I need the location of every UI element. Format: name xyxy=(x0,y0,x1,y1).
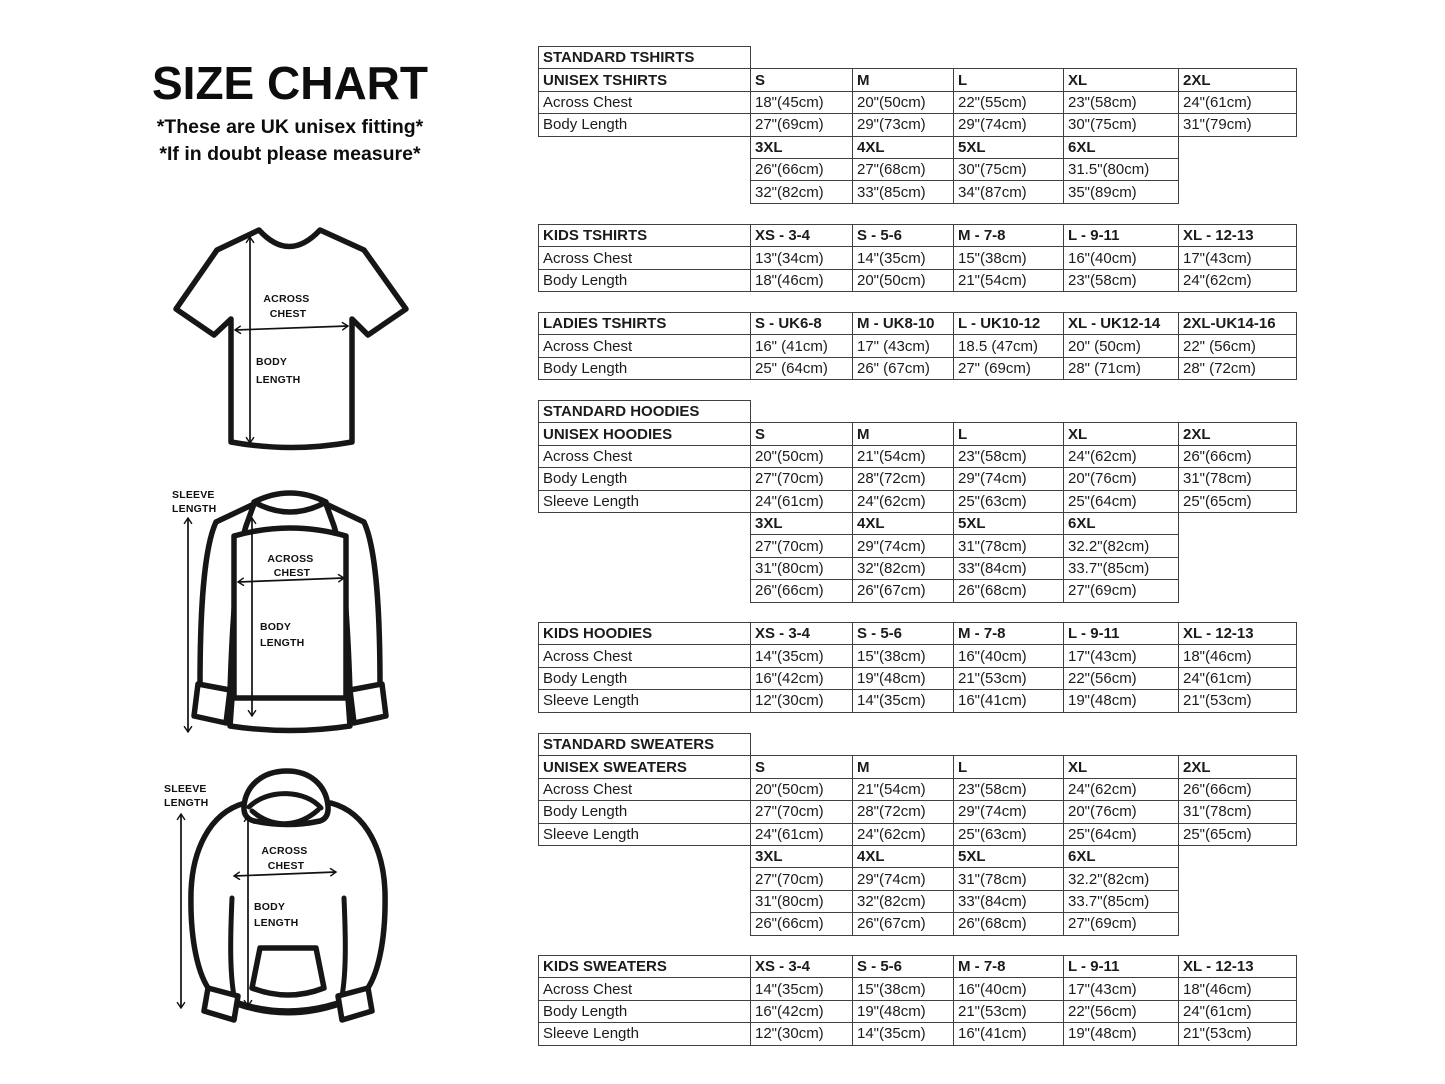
size-header-cell: M xyxy=(853,423,954,445)
value-cell: 16"(42cm) xyxy=(751,1000,853,1022)
size-header-cell: XL xyxy=(1064,756,1179,778)
value-cell: 16"(41cm) xyxy=(954,1023,1064,1045)
spacer-cell xyxy=(539,890,751,912)
value-cell: 25"(65cm) xyxy=(1179,490,1297,512)
value-cell: 16"(42cm) xyxy=(751,667,853,689)
value-cell: 26"(66cm) xyxy=(751,913,853,935)
body-length-label: BODY LENGTH xyxy=(254,901,299,929)
value-cell: 19"(48cm) xyxy=(853,667,954,689)
value-cell: 31.5"(80cm) xyxy=(1064,158,1179,180)
value-cell: 16"(41cm) xyxy=(954,690,1064,712)
value-cell: 18"(46cm) xyxy=(1179,978,1297,1000)
size-header-cell: 4XL xyxy=(853,845,954,867)
spacer-cell xyxy=(1064,47,1179,69)
value-cell: 27"(70cm) xyxy=(751,535,853,557)
size-header-cell: XL - 12-13 xyxy=(1179,225,1297,247)
sweatshirt-collar xyxy=(254,493,326,512)
size-header-cell: XS - 3-4 xyxy=(751,623,853,645)
sweatshirt-drawing-icon xyxy=(148,478,398,748)
table-name-cell: UNISEX SWEATERS xyxy=(539,756,751,778)
value-cell: 22" (56cm) xyxy=(1179,335,1297,357)
spacer-cell xyxy=(539,535,751,557)
row-label-cell: Across Chest xyxy=(539,778,751,800)
spacer-cell xyxy=(1179,868,1297,890)
value-cell: 17"(43cm) xyxy=(1064,645,1179,667)
value-cell: 21"(53cm) xyxy=(1179,1023,1297,1045)
value-cell: 26"(67cm) xyxy=(853,580,954,602)
size-header-cell: XL xyxy=(1064,423,1179,445)
value-cell: 13"(34cm) xyxy=(751,247,853,269)
size-header-cell: S xyxy=(751,423,853,445)
value-cell: 27"(70cm) xyxy=(751,801,853,823)
size-header-cell: 2XL-UK14-16 xyxy=(1179,313,1297,335)
spacer-cell xyxy=(1064,734,1179,756)
value-cell: 29"(74cm) xyxy=(954,114,1064,136)
value-cell: 28"(72cm) xyxy=(853,468,954,490)
value-cell: 20"(50cm) xyxy=(853,91,954,113)
value-cell: 27"(69cm) xyxy=(1064,580,1179,602)
value-cell: 23"(58cm) xyxy=(954,445,1064,467)
spacer-cell xyxy=(539,868,751,890)
size-header-cell: M - 7-8 xyxy=(954,956,1064,978)
row-label-cell: Sleeve Length xyxy=(539,490,751,512)
size-header-cell: S xyxy=(751,756,853,778)
row-label-cell: Across Chest xyxy=(539,335,751,357)
size-header-cell: M - 7-8 xyxy=(954,225,1064,247)
row-label-cell: Body Length xyxy=(539,269,751,291)
spacer-cell xyxy=(1179,181,1297,203)
value-cell: 24"(61cm) xyxy=(1179,1000,1297,1022)
value-cell: 30"(75cm) xyxy=(1064,114,1179,136)
spacer-cell xyxy=(954,47,1064,69)
size-header-cell: S xyxy=(751,69,853,91)
hoodie-drawing-icon xyxy=(148,758,428,1058)
size-header-cell: 2XL xyxy=(1179,756,1297,778)
size-header-cell: S - 5-6 xyxy=(853,225,954,247)
value-cell: 27"(68cm) xyxy=(853,158,954,180)
value-cell: 28"(72cm) xyxy=(853,801,954,823)
size-header-cell: 2XL xyxy=(1179,69,1297,91)
size-header-cell: S - 5-6 xyxy=(853,623,954,645)
value-cell: 30"(75cm) xyxy=(954,158,1064,180)
row-label-cell: Body Length xyxy=(539,667,751,689)
table-standard-sweaters xyxy=(538,733,1297,936)
value-cell: 24"(62cm) xyxy=(853,823,954,845)
size-header-cell: XL - 12-13 xyxy=(1179,956,1297,978)
spacer-cell xyxy=(1179,47,1297,69)
value-cell: 18"(46cm) xyxy=(751,269,853,291)
value-cell: 20"(50cm) xyxy=(853,269,954,291)
value-cell: 14"(35cm) xyxy=(853,690,954,712)
value-cell: 15"(38cm) xyxy=(853,645,954,667)
table-title-cell: STANDARD TSHIRTS xyxy=(539,47,751,69)
table-name-cell: KIDS HOODIES xyxy=(539,623,751,645)
table-name-cell: UNISEX HOODIES xyxy=(539,423,751,445)
value-cell: 32"(82cm) xyxy=(853,890,954,912)
value-cell: 32.2"(82cm) xyxy=(1064,868,1179,890)
spacer-cell xyxy=(954,401,1064,423)
tshirt-outline-icon xyxy=(176,230,406,448)
spacer-cell xyxy=(1179,535,1297,557)
value-cell: 33.7"(85cm) xyxy=(1064,557,1179,579)
size-header-cell: 4XL xyxy=(853,512,954,534)
value-cell: 19"(48cm) xyxy=(1064,690,1179,712)
subtitle-line-1: *These are UK unisex fitting* xyxy=(156,116,424,138)
value-cell: 19"(48cm) xyxy=(853,1000,954,1022)
value-cell: 16"(40cm) xyxy=(1064,247,1179,269)
hoodie-pocket xyxy=(252,948,324,995)
spacer-cell xyxy=(1179,734,1297,756)
value-cell: 26"(66cm) xyxy=(1179,778,1297,800)
value-cell: 24"(62cm) xyxy=(853,490,954,512)
spacer-cell xyxy=(954,734,1064,756)
value-cell: 29"(74cm) xyxy=(954,801,1064,823)
size-header-cell: XL - 12-13 xyxy=(1179,623,1297,645)
spacer-cell xyxy=(539,158,751,180)
value-cell: 14"(35cm) xyxy=(853,1023,954,1045)
size-header-cell: 3XL xyxy=(751,136,853,158)
value-cell: 21"(54cm) xyxy=(853,445,954,467)
size-header-cell: M - UK8-10 xyxy=(853,313,954,335)
value-cell: 25"(63cm) xyxy=(954,490,1064,512)
value-cell: 27"(70cm) xyxy=(751,868,853,890)
ladies-tshirts-grid xyxy=(538,312,1297,380)
row-label-cell: Sleeve Length xyxy=(539,690,751,712)
value-cell: 21"(53cm) xyxy=(1179,690,1297,712)
standard-sweaters-grid xyxy=(538,733,1297,936)
value-cell: 20"(50cm) xyxy=(751,445,853,467)
size-header-cell: 2XL xyxy=(1179,423,1297,445)
value-cell: 21"(54cm) xyxy=(853,778,954,800)
size-header-cell: XL - UK12-14 xyxy=(1064,313,1179,335)
value-cell: 26"(68cm) xyxy=(954,913,1064,935)
table-title-cell: STANDARD HOODIES xyxy=(539,401,751,423)
across-chest-label: ACROSS CHEST xyxy=(267,553,314,579)
value-cell: 22"(56cm) xyxy=(1064,667,1179,689)
value-cell: 29"(74cm) xyxy=(853,868,954,890)
size-header-cell: 5XL xyxy=(954,136,1064,158)
spacer-cell xyxy=(751,47,853,69)
value-cell: 26" (67cm) xyxy=(853,357,954,379)
body-length-label: BODY LENGTH xyxy=(256,356,301,386)
value-cell: 26"(66cm) xyxy=(751,580,853,602)
size-header-cell: XS - 3-4 xyxy=(751,956,853,978)
header xyxy=(100,58,480,168)
row-label-cell: Sleeve Length xyxy=(539,1023,751,1045)
spacer-cell xyxy=(539,580,751,602)
standard-hoodies-grid xyxy=(538,400,1297,603)
value-cell: 12"(30cm) xyxy=(751,690,853,712)
spacer-cell xyxy=(539,913,751,935)
value-cell: 26"(68cm) xyxy=(954,580,1064,602)
value-cell: 16"(40cm) xyxy=(954,645,1064,667)
value-cell: 23"(58cm) xyxy=(1064,269,1179,291)
value-cell: 31"(79cm) xyxy=(1179,114,1297,136)
size-header-cell: M xyxy=(853,69,954,91)
table-name-cell: LADIES TSHIRTS xyxy=(539,313,751,335)
tshirt-drawing-icon xyxy=(158,213,423,463)
value-cell: 17" (43cm) xyxy=(853,335,954,357)
table-kids-tshirts xyxy=(538,224,1297,292)
value-cell: 31"(78cm) xyxy=(1179,468,1297,490)
value-cell: 25"(63cm) xyxy=(954,823,1064,845)
value-cell: 27"(69cm) xyxy=(1064,913,1179,935)
value-cell: 28" (71cm) xyxy=(1064,357,1179,379)
value-cell: 31"(78cm) xyxy=(954,535,1064,557)
size-header-cell: S - 5-6 xyxy=(853,956,954,978)
value-cell: 32"(82cm) xyxy=(751,181,853,203)
value-cell: 20"(76cm) xyxy=(1064,801,1179,823)
value-cell: 20"(50cm) xyxy=(751,778,853,800)
body-length-label: BODY LENGTH xyxy=(260,621,305,649)
subtitle-line-2: *If in doubt please measure* xyxy=(159,143,421,165)
value-cell: 18.5 (47cm) xyxy=(954,335,1064,357)
value-cell: 24"(62cm) xyxy=(1064,445,1179,467)
across-chest-label: ACROSS CHEST xyxy=(263,293,310,320)
size-header-cell: 6XL xyxy=(1064,136,1179,158)
kids-hoodies-grid xyxy=(538,622,1297,713)
size-header-cell: L - 9-11 xyxy=(1064,956,1179,978)
spacer-cell xyxy=(853,401,954,423)
value-cell: 24"(62cm) xyxy=(1179,269,1297,291)
row-label-cell: Body Length xyxy=(539,114,751,136)
value-cell: 20"(76cm) xyxy=(1064,468,1179,490)
spacer-cell xyxy=(539,136,751,158)
value-cell: 27"(69cm) xyxy=(751,114,853,136)
size-header-cell: XL xyxy=(1064,69,1179,91)
value-cell: 20" (50cm) xyxy=(1064,335,1179,357)
spacer-cell xyxy=(1064,401,1179,423)
size-header-cell: 6XL xyxy=(1064,845,1179,867)
value-cell: 22"(56cm) xyxy=(1064,1000,1179,1022)
value-cell: 25"(64cm) xyxy=(1064,490,1179,512)
table-kids-hoodies xyxy=(538,622,1297,713)
size-header-cell: L xyxy=(954,423,1064,445)
spacer-cell xyxy=(1179,512,1297,534)
size-header-cell: 4XL xyxy=(853,136,954,158)
row-label-cell: Body Length xyxy=(539,357,751,379)
kids-sweaters-grid xyxy=(538,955,1297,1046)
across-chest-label: ACROSS CHEST xyxy=(261,845,308,872)
value-cell: 21"(53cm) xyxy=(954,667,1064,689)
table-name-cell: UNISEX TSHIRTS xyxy=(539,69,751,91)
value-cell: 23"(58cm) xyxy=(1064,91,1179,113)
value-cell: 29"(73cm) xyxy=(853,114,954,136)
spacer-cell xyxy=(1179,845,1297,867)
value-cell: 27" (69cm) xyxy=(954,357,1064,379)
value-cell: 24"(61cm) xyxy=(1179,667,1297,689)
spacer-cell xyxy=(1179,136,1297,158)
size-header-cell: 5XL xyxy=(954,512,1064,534)
size-header-cell: L - 9-11 xyxy=(1064,623,1179,645)
row-label-cell: Across Chest xyxy=(539,247,751,269)
size-header-cell: L - UK10-12 xyxy=(954,313,1064,335)
size-header-cell: M xyxy=(853,756,954,778)
row-label-cell: Across Chest xyxy=(539,91,751,113)
sweatshirt-waistband xyxy=(230,698,350,731)
spacer-cell xyxy=(853,47,954,69)
size-header-cell: XS - 3-4 xyxy=(751,225,853,247)
value-cell: 29"(74cm) xyxy=(954,468,1064,490)
value-cell: 15"(38cm) xyxy=(954,247,1064,269)
row-label-cell: Body Length xyxy=(539,801,751,823)
value-cell: 22"(55cm) xyxy=(954,91,1064,113)
row-label-cell: Across Chest xyxy=(539,645,751,667)
size-header-cell: M - 7-8 xyxy=(954,623,1064,645)
value-cell: 26"(66cm) xyxy=(751,158,853,180)
value-cell: 24"(61cm) xyxy=(1179,91,1297,113)
table-title-cell: STANDARD SWEATERS xyxy=(539,734,751,756)
sweatshirt-left-cuff xyxy=(194,684,230,723)
value-cell: 17"(43cm) xyxy=(1064,978,1179,1000)
spacer-cell xyxy=(1179,913,1297,935)
value-cell: 32.2"(82cm) xyxy=(1064,535,1179,557)
value-cell: 14"(35cm) xyxy=(853,247,954,269)
spacer-cell xyxy=(1179,557,1297,579)
value-cell: 24"(61cm) xyxy=(751,490,853,512)
value-cell: 33"(84cm) xyxy=(954,557,1064,579)
value-cell: 16" (41cm) xyxy=(751,335,853,357)
value-cell: 23"(58cm) xyxy=(954,778,1064,800)
value-cell: 32"(82cm) xyxy=(853,557,954,579)
spacer-cell xyxy=(539,845,751,867)
row-label-cell: Sleeve Length xyxy=(539,823,751,845)
sweatshirt-diagram xyxy=(148,478,398,753)
spacer-cell xyxy=(539,512,751,534)
value-cell: 26"(66cm) xyxy=(1179,445,1297,467)
hoodie-left-cuff xyxy=(204,988,238,1020)
value-cell: 26"(67cm) xyxy=(853,913,954,935)
row-label-cell: Across Chest xyxy=(539,445,751,467)
value-cell: 33"(85cm) xyxy=(853,181,954,203)
table-standard-hoodies xyxy=(538,400,1297,603)
row-label-cell: Across Chest xyxy=(539,978,751,1000)
table-name-cell: KIDS TSHIRTS xyxy=(539,225,751,247)
size-header-cell: L xyxy=(954,756,1064,778)
value-cell: 25"(65cm) xyxy=(1179,823,1297,845)
value-cell: 14"(35cm) xyxy=(751,645,853,667)
value-cell: 17"(43cm) xyxy=(1179,247,1297,269)
sweatshirt-right-cuff xyxy=(350,684,386,723)
hoodie-diagram xyxy=(148,758,428,1063)
spacer-cell xyxy=(1179,580,1297,602)
sleeve-length-label: SLEEVE LENGTH xyxy=(172,489,217,515)
size-header-cell: 5XL xyxy=(954,845,1064,867)
value-cell: 19"(48cm) xyxy=(1064,1023,1179,1045)
page-title: SIZE CHART xyxy=(152,57,428,109)
hoodie-right-cuff xyxy=(338,988,372,1020)
value-cell: 18"(46cm) xyxy=(1179,645,1297,667)
value-cell: 18"(45cm) xyxy=(751,91,853,113)
row-label-cell: Body Length xyxy=(539,468,751,490)
value-cell: 25"(64cm) xyxy=(1064,823,1179,845)
value-cell: 27"(70cm) xyxy=(751,468,853,490)
sleeve-length-label: SLEEVE LENGTH xyxy=(164,783,209,809)
value-cell: 31"(78cm) xyxy=(1179,801,1297,823)
value-cell: 12"(30cm) xyxy=(751,1023,853,1045)
value-cell: 31"(80cm) xyxy=(751,890,853,912)
spacer-cell xyxy=(1179,890,1297,912)
value-cell: 33.7"(85cm) xyxy=(1064,890,1179,912)
value-cell: 29"(74cm) xyxy=(853,535,954,557)
row-label-cell: Body Length xyxy=(539,1000,751,1022)
value-cell: 24"(61cm) xyxy=(751,823,853,845)
size-header-cell: S - UK6-8 xyxy=(751,313,853,335)
value-cell: 31"(80cm) xyxy=(751,557,853,579)
spacer-cell xyxy=(1179,401,1297,423)
value-cell: 31"(78cm) xyxy=(954,868,1064,890)
table-standard-tshirts xyxy=(538,46,1297,204)
table-kids-sweaters xyxy=(538,955,1297,1046)
value-cell: 15"(38cm) xyxy=(853,978,954,1000)
kids-tshirts-grid xyxy=(538,224,1297,292)
value-cell: 21"(54cm) xyxy=(954,269,1064,291)
value-cell: 34"(87cm) xyxy=(954,181,1064,203)
spacer-cell xyxy=(539,181,751,203)
table-ladies-tshirts xyxy=(538,312,1297,380)
table-name-cell: KIDS SWEATERS xyxy=(539,956,751,978)
spacer-cell xyxy=(853,734,954,756)
value-cell: 21"(53cm) xyxy=(954,1000,1064,1022)
tshirt-diagram xyxy=(158,213,423,468)
value-cell: 25" (64cm) xyxy=(751,357,853,379)
value-cell: 14"(35cm) xyxy=(751,978,853,1000)
spacer-cell xyxy=(751,734,853,756)
size-header-cell: 3XL xyxy=(751,512,853,534)
standard-tshirts-grid xyxy=(538,46,1297,204)
value-cell: 28" (72cm) xyxy=(1179,357,1297,379)
value-cell: 35"(89cm) xyxy=(1064,181,1179,203)
size-header-cell: 6XL xyxy=(1064,512,1179,534)
size-header-cell: L - 9-11 xyxy=(1064,225,1179,247)
value-cell: 16"(40cm) xyxy=(954,978,1064,1000)
size-header-cell: 3XL xyxy=(751,845,853,867)
spacer-cell xyxy=(1179,158,1297,180)
size-header-cell: L xyxy=(954,69,1064,91)
spacer-cell xyxy=(539,557,751,579)
value-cell: 24"(62cm) xyxy=(1064,778,1179,800)
spacer-cell xyxy=(751,401,853,423)
value-cell: 33"(84cm) xyxy=(954,890,1064,912)
